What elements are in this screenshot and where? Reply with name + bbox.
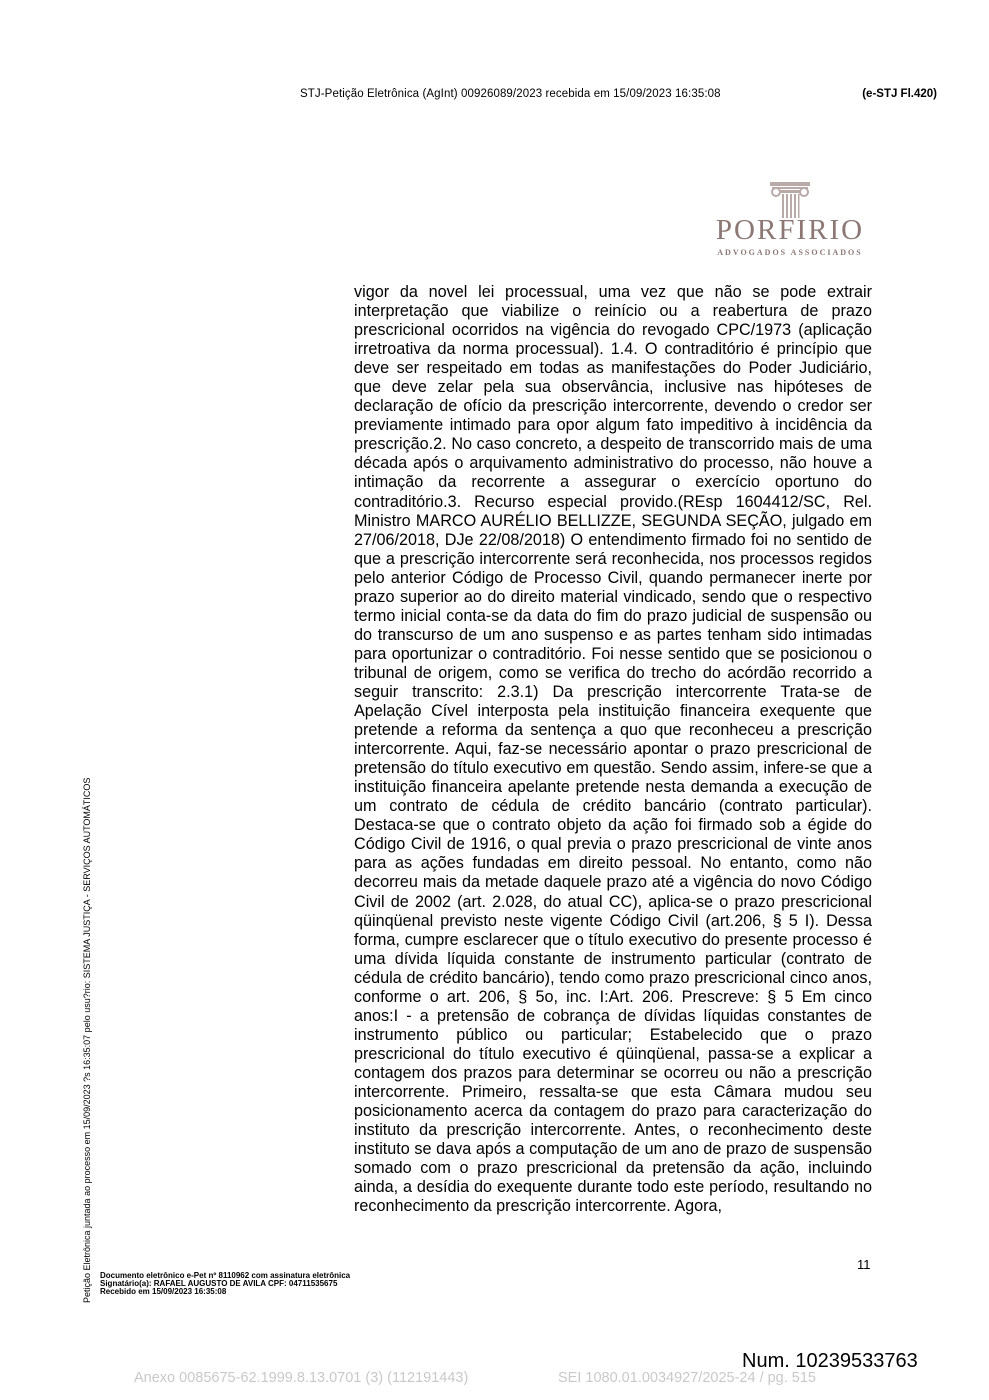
column-capital-icon (770, 178, 810, 218)
firm-logo (700, 178, 880, 258)
footer-anexo: Anexo 0085675-62.1999.8.13.0701 (3) (112191443) (134, 1370, 469, 1386)
signature-line-1: Documento eletrônico e-Pet nº 8110962 com assinatura eletrônica (100, 1271, 351, 1280)
signature-line-2: Signatário(a): RAFAEL AUGUSTO DE AVILA CPF: 04711535675 (100, 1279, 338, 1288)
logo-subtitle: ADVOGADOS ASSOCIADOS (717, 248, 863, 257)
signature-block (100, 1272, 350, 1296)
document-number: Num. 10239533763 (742, 1350, 918, 1372)
page-reference: (e-STJ Fl.420) (862, 88, 937, 100)
footer-sei: SEI 1080.01.0034927/2025-24 / pg. 515 (558, 1370, 816, 1386)
body-paragraph: vigor da novel lei processual, uma vez que não se pode extrair interpretação que viabilize o reinício ou a reabertura de prazo prescricional ocorridos na vigência do revogado CPC/1973 (aplicação irretroativa da norma processual). 1.4. O contraditório é princípio que deve ser respeitado em todas as manifestações do Poder Judiciário, que deve zelar pela sua observância, inclusive nas hipóteses de declaração de ofício da prescrição intercorrente, devendo o credor ser previamente intimado para opor algum fato impeditivo à incidência da prescrição.2. No caso concreto, a despeito de transcorrido mais de uma década após o arquivamento administrativo do processo, não houve a intimação da recorrente a assegurar o exercício oportuno do contraditório.3. Recurso especial provido.(REsp 1604412/SC, Rel. Ministro MARCO AURÉLIO BELLIZZE, SEGUNDA SEÇÃO, julgado em 27/06/2018, DJe 22/08/2018) O entendimento firmado foi no sentido de que a prescrição intercorrente será reconhecida, nos processos regidos pelo anterior Código de Processo Civil, quando permanecer inerte por prazo superior ao do direito material vindicado, sendo que o respectivo termo inicial conta-se da data do fim do prazo judicial de suspensão ou do transcurso de um ano suspenso e as partes tenham sido intimadas para oportunizar o contraditório. Foi nesse sentido que se posicionou o tribunal de origem, como se verifica do trecho do acórdão recorrido a seguir transcrito: 2.3.1) Da prescrição intercorrente Trata-se de Apelação Cível interposta pela instituição financeira exequente que pretende a reforma da sentença a quo que reconheceu a prescrição intercorrente. Aqui, faz-se necessário apontar o prazo prescricional de pretensão do título executivo em questão. Sendo assim, infere-se que a instituição financeira apelante pretende nesta demanda a execução de um contrato de cédula de crédito bancário (contrato particular). Destaca-se que o contrato objeto da ação foi firmado sob a égide do Código Civil de 1916, o qual previa o prazo prescricional de vinte anos para as ações fundadas em direito pessoal. No entanto, como não decorreu mais da metade daquele prazo até a vigência do novo Código Civil de 2002 (art. 2.028, do atual CC), aplica-se o prazo prescricional qüinqüenal previsto neste vigente Código Civil (art.206, § 5 I). Dessa forma, cumpre esclarecer que o título executivo do presente processo é uma dívida líquida constante de instrumento particular (contrato de cédula de crédito bancário), tendo como prazo prescricional cinco anos, conforme o art. 206, § 5o, inc. I:Art. 206. Prescreve: § 5 Em cinco anos:I - a pretensão de cobrança de dívidas líquidas constantes de instrumento público ou particular; Estabelecido que o prazo prescricional do título executivo é qüinqüenal, passa-se a explicar a contagem dos prazos para determinar se ocorreu ou não a prescrição intercorrente. Primeiro, ressalta-se que esta Câmara mudou seu posicionamento acerca da contagem do prazo para caracterização do instituto da prescrição intercorrente. Antes, o reconhecimento deste instituto se dava após a computação de um ano de prazo de suspensão somado com o prazo prescricional da pretensão da ação, incluindo ainda, a desídia do exequente durante todo este período, resultando no reconhecimento da prescrição intercorrente. Agora, (354, 283, 872, 1216)
petition-header: STJ-Petição Eletrônica (AgInt) 00926089/2023 recebida em 15/09/2023 16:35:08 (300, 88, 721, 100)
logo-name: PORFIRIO (715, 214, 865, 246)
signature-line-3: Recebido em 15/09/2023 16:35:08 (100, 1287, 227, 1296)
vertical-side-note: Petição Eletrônica juntada ao processo em 15/09/2023 ?s 16:35:07 pelo usu?rio: SISTEMA JUSTIÇA - SERVIÇOS AUTOMÁTICOS (82, 777, 92, 1303)
page-number: 11 (857, 1257, 871, 1272)
